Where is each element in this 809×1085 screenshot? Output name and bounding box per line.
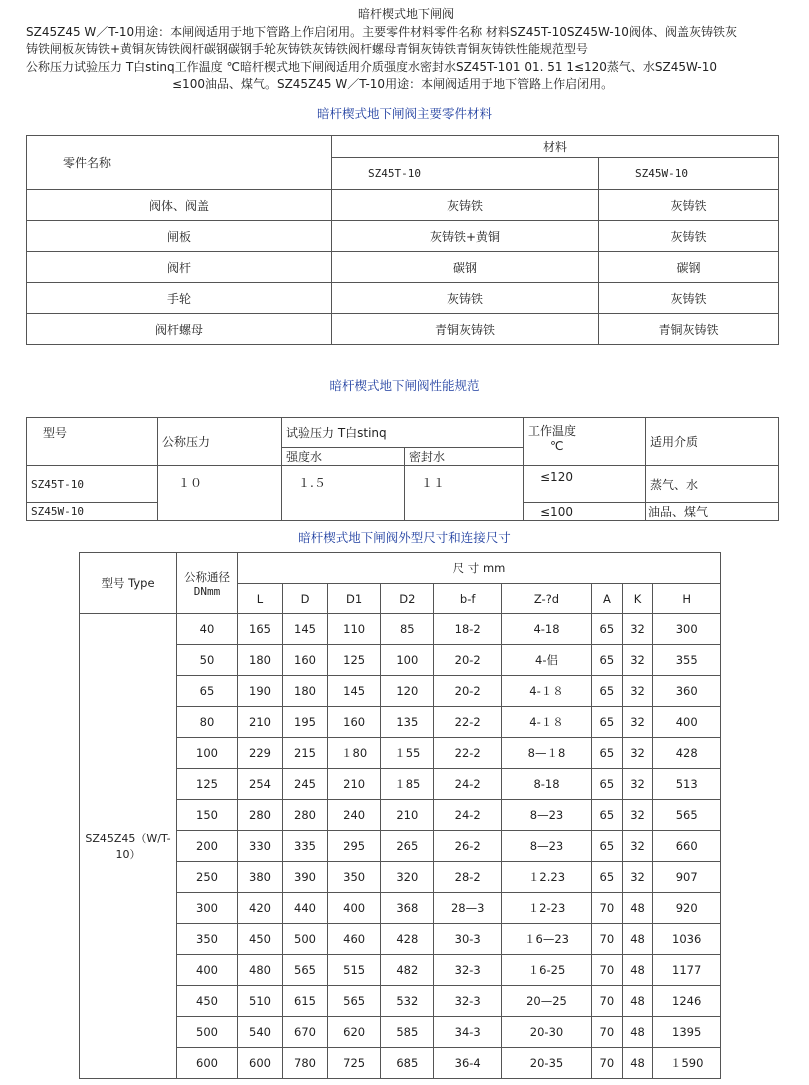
dim-cell: 125 [328, 645, 381, 676]
table-row [80, 707, 721, 738]
table-row [27, 190, 779, 221]
part-name-cell: 手轮 [27, 283, 332, 314]
dim-cell: 65 [592, 769, 623, 800]
col-seal-water: 密封水 [405, 448, 524, 466]
part-name-cell: 闸板 [27, 221, 332, 252]
dim-cell: 70 [592, 955, 623, 986]
col-dim-0: L [238, 584, 283, 614]
dim-cell: 32 [622, 769, 653, 800]
dim-cell: 920 [653, 893, 721, 924]
part-name-cell: 阀杆 [27, 252, 332, 283]
dim-cell: 1395 [653, 1017, 721, 1048]
spec-strength-water: １.５ [282, 466, 405, 521]
dim-cell: 65 [592, 614, 623, 645]
dn-cell: 100 [177, 738, 238, 769]
dn-cell: 600 [177, 1048, 238, 1079]
col-dim-6: A [592, 584, 623, 614]
dim-cell: 20-35 [501, 1048, 591, 1079]
table-row [80, 831, 721, 862]
dim-cell: 8—23 [501, 831, 591, 862]
dim-cell: 34-3 [434, 1017, 502, 1048]
table-row [80, 1017, 721, 1048]
dim-cell: 515 [328, 955, 381, 986]
page-title: 暗杆楔式地下闸阀 [357, 7, 454, 21]
dn-cell: 125 [177, 769, 238, 800]
dim-cell: 120 [381, 676, 434, 707]
dim-cell: 70 [592, 924, 623, 955]
material-t-cell: 灰铸铁+黄铜 [332, 221, 599, 252]
dim-cell: 280 [238, 800, 283, 831]
material-t-cell: 青铜灰铸铁 [332, 314, 599, 345]
dn-cell: 40 [177, 614, 238, 645]
dim-cell: 28—3 [434, 893, 502, 924]
table-row [80, 862, 721, 893]
dim-cell: 70 [592, 1048, 623, 1079]
col-nominal-diameter-unit: DNmm [193, 584, 221, 598]
material-w-cell: 碳钢 [599, 252, 779, 283]
dim-cell: 65 [592, 676, 623, 707]
dim-cell: 32 [622, 738, 653, 769]
dim-cell: 355 [653, 645, 721, 676]
dim-cell: 350 [328, 862, 381, 893]
dim-cell: 540 [238, 1017, 283, 1048]
dim-cell: 4-侣 [501, 645, 591, 676]
col-sz45t: SZ45T-10 [332, 158, 599, 190]
spec-medium-w: 油品、煤气 [646, 503, 779, 521]
material-w-cell: 灰铸铁 [599, 190, 779, 221]
table-row [80, 676, 721, 707]
table-row [80, 955, 721, 986]
table-row [80, 645, 721, 676]
dim-cell: 8—23 [501, 800, 591, 831]
dim-cell: 245 [283, 769, 328, 800]
dim-cell: 513 [653, 769, 721, 800]
dim-cell: 135 [381, 707, 434, 738]
dim-cell: 70 [592, 1017, 623, 1048]
dn-cell: 250 [177, 862, 238, 893]
dim-cell: 65 [592, 707, 623, 738]
col-dim-3: D2 [381, 584, 434, 614]
spec-temp-t: ≤120 [524, 466, 646, 503]
dim-cell: 32 [622, 707, 653, 738]
dim-cell: 70 [592, 893, 623, 924]
dim-cell: 22-2 [434, 707, 502, 738]
spec-table [26, 417, 779, 521]
spec-heading: 暗杆楔式地下闸阀性能规范 [329, 378, 480, 393]
intro-line-1: SZ45Z45 W／T-10用途：本闸阀适用于地下管路上作启闭用。主要零件材料零件名称 材料SZ45T-10SZ45W-10阀体、阀盖灰铸铁灰 [26, 24, 737, 39]
dim-cell: 254 [238, 769, 283, 800]
col-working-temp [524, 418, 646, 466]
dim-cell: １2.23 [501, 862, 591, 893]
dim-cell: １590 [653, 1048, 721, 1079]
spec-nominal-pressure: １０ [158, 466, 282, 521]
dim-cell: 195 [283, 707, 328, 738]
col-dim-1: D [283, 584, 328, 614]
dim-cell: 907 [653, 862, 721, 893]
dim-cell: 32 [622, 645, 653, 676]
dim-cell: 4-１８ [501, 707, 591, 738]
dim-cell: 532 [381, 986, 434, 1017]
dim-cell: 4-１８ [501, 676, 591, 707]
dim-cell: 229 [238, 738, 283, 769]
dn-cell: 350 [177, 924, 238, 955]
dim-cell: 565 [328, 986, 381, 1017]
material-t-cell: 灰铸铁 [332, 190, 599, 221]
dim-cell: 500 [283, 924, 328, 955]
dim-cell: 32-3 [434, 986, 502, 1017]
dim-cell: 24-2 [434, 800, 502, 831]
dim-cell: 780 [283, 1048, 328, 1079]
col-nominal-diameter [177, 553, 238, 614]
dim-cell: 65 [592, 800, 623, 831]
dn-cell: 80 [177, 707, 238, 738]
material-w-cell: 灰铸铁 [599, 221, 779, 252]
dim-cell: 48 [622, 986, 653, 1017]
dim-cell: 48 [622, 955, 653, 986]
dim-cell: 280 [283, 800, 328, 831]
dim-cell: 65 [592, 862, 623, 893]
dim-cell: 565 [283, 955, 328, 986]
dim-cell: １85 [381, 769, 434, 800]
table-row [27, 221, 779, 252]
dim-cell: 165 [238, 614, 283, 645]
dim-cell: 20-2 [434, 676, 502, 707]
dim-cell: 28-2 [434, 862, 502, 893]
intro-line-4: ≤100油品、煤气。SZ45Z45 W／T-10用途：本闸阀适用于地下管路上作启闭用。 [172, 77, 614, 91]
dim-cell: 400 [653, 707, 721, 738]
dim-cell: 160 [328, 707, 381, 738]
dim-cell: 460 [328, 924, 381, 955]
dim-cell: 48 [622, 1048, 653, 1079]
dim-cell: 24-2 [434, 769, 502, 800]
dim-cell: 585 [381, 1017, 434, 1048]
dim-cell: 1036 [653, 924, 721, 955]
dim-cell: 4-18 [501, 614, 591, 645]
dim-cell: 145 [328, 676, 381, 707]
dim-cell: 428 [653, 738, 721, 769]
dim-cell: 210 [238, 707, 283, 738]
col-working-temp-label: 工作温度 [528, 424, 577, 438]
dim-cell: 660 [653, 831, 721, 862]
col-nominal-diameter-label: 公称通径 [184, 569, 230, 584]
dim-cell: 210 [328, 769, 381, 800]
table-row [80, 738, 721, 769]
model-cell [80, 614, 177, 1079]
material-t-cell: 灰铸铁 [332, 283, 599, 314]
col-model-type: 型号 Type [80, 553, 177, 614]
dim-cell: １6-25 [501, 955, 591, 986]
table-row [80, 924, 721, 955]
dim-cell: 20-2 [434, 645, 502, 676]
dim-cell: 450 [238, 924, 283, 955]
dim-cell: 32 [622, 862, 653, 893]
col-dim-5: Z-?d [501, 584, 591, 614]
dim-cell: 265 [381, 831, 434, 862]
table-row [80, 769, 721, 800]
dim-cell: １2-23 [501, 893, 591, 924]
dim-cell: 18-2 [434, 614, 502, 645]
dim-cell: 20-30 [501, 1017, 591, 1048]
dim-cell: 380 [238, 862, 283, 893]
dn-cell: 500 [177, 1017, 238, 1048]
spec-model-t: SZ45T-10 [27, 466, 158, 503]
dim-cell: 565 [653, 800, 721, 831]
dim-cell: 145 [283, 614, 328, 645]
dim-cell: 480 [238, 955, 283, 986]
parts-body [27, 190, 779, 345]
dim-cell: 1177 [653, 955, 721, 986]
table-row [27, 252, 779, 283]
dim-cell: 390 [283, 862, 328, 893]
dim-cell: 300 [653, 614, 721, 645]
dim-cell: 30-3 [434, 924, 502, 955]
dim-cell: 368 [381, 893, 434, 924]
dim-cell: 48 [622, 1017, 653, 1048]
col-sz45w: SZ45W-10 [599, 158, 779, 190]
dim-cell: 620 [328, 1017, 381, 1048]
dim-cell: 100 [381, 645, 434, 676]
dim-cell: １55 [381, 738, 434, 769]
dim-cell: 22-2 [434, 738, 502, 769]
col-working-temp-unit: ℃ [550, 439, 564, 453]
model-cell-line-1: SZ45Z45（W/T- [85, 832, 171, 845]
col-strength-water: 强度水 [282, 448, 405, 466]
table-row [80, 800, 721, 831]
dim-cell: 670 [283, 1017, 328, 1048]
dim-cell: 320 [381, 862, 434, 893]
col-dimensions: 尺 寸 mm [238, 553, 721, 584]
dn-cell: 450 [177, 986, 238, 1017]
dim-cell: 240 [328, 800, 381, 831]
col-dim-7: K [622, 584, 653, 614]
dn-cell: 400 [177, 955, 238, 986]
table-row [27, 283, 779, 314]
dim-cell: 400 [328, 893, 381, 924]
col-medium: 适用介质 [646, 418, 779, 466]
parts-table [26, 135, 779, 345]
dim-cell: 180 [238, 645, 283, 676]
material-w-cell: 青铜灰铸铁 [599, 314, 779, 345]
dim-cell: 482 [381, 955, 434, 986]
spec-medium-t: 蒸气、水 [646, 466, 779, 503]
col-dim-8: H [653, 584, 721, 614]
table-row [80, 893, 721, 924]
dim-cell: 685 [381, 1048, 434, 1079]
dim-cell: 210 [381, 800, 434, 831]
dim-cell: 335 [283, 831, 328, 862]
dim-cell: 36-4 [434, 1048, 502, 1079]
dim-cell: 428 [381, 924, 434, 955]
dim-cell: 20—25 [501, 986, 591, 1017]
dn-cell: 200 [177, 831, 238, 862]
dn-cell: 300 [177, 893, 238, 924]
spec-seal-water: １１ [405, 466, 524, 521]
dim-cell: 65 [592, 645, 623, 676]
dim-cell: 190 [238, 676, 283, 707]
dim-cell: 65 [592, 738, 623, 769]
dim-cell: 295 [328, 831, 381, 862]
dn-cell: 150 [177, 800, 238, 831]
dim-cell: 510 [238, 986, 283, 1017]
dim-cell: 360 [653, 676, 721, 707]
dim-cell: 330 [238, 831, 283, 862]
dims-table [79, 552, 721, 1079]
material-t-cell: 碳钢 [332, 252, 599, 283]
spec-temp-w: ≤100 [524, 503, 646, 521]
dim-cell: 440 [283, 893, 328, 924]
col-test-pressure: 试验压力 T白stinq [282, 418, 524, 448]
dims-body [80, 614, 721, 1079]
col-model: 型号 [27, 418, 158, 466]
table-row [80, 986, 721, 1017]
material-w-cell: 灰铸铁 [599, 283, 779, 314]
dim-cell: 615 [283, 986, 328, 1017]
dim-cell: 26-2 [434, 831, 502, 862]
dim-cell: 1246 [653, 986, 721, 1017]
table-row [80, 614, 721, 645]
dim-cell: 160 [283, 645, 328, 676]
dim-cell: 725 [328, 1048, 381, 1079]
table-row [80, 1048, 721, 1079]
dim-cell: １80 [328, 738, 381, 769]
spec-model-w: SZ45W-10 [27, 503, 158, 521]
dim-cell: 32 [622, 614, 653, 645]
dim-cell: 110 [328, 614, 381, 645]
col-part-name: 零件名称 [27, 136, 332, 190]
dim-cell: 8—１8 [501, 738, 591, 769]
dim-cell: 70 [592, 986, 623, 1017]
dim-cell: 48 [622, 893, 653, 924]
col-material: 材料 [332, 136, 779, 158]
dim-cell: 215 [283, 738, 328, 769]
dim-cell: 32 [622, 676, 653, 707]
parts-heading: 暗杆楔式地下闸阀主要零件材料 [316, 106, 492, 121]
dim-cell: 48 [622, 924, 653, 955]
dim-cell: 32-3 [434, 955, 502, 986]
dim-cell: 32 [622, 800, 653, 831]
dim-cell: １6—23 [501, 924, 591, 955]
part-name-cell: 阀体、阀盖 [27, 190, 332, 221]
intro-line-2: 铸铁闸板灰铸铁+黄铜灰铸铁阀杆碳钢碳钢手轮灰铸铁灰铸铁阀杆螺母青铜灰铸铁青铜灰铸铁性能规范型号 [26, 42, 589, 56]
dim-cell: 65 [592, 831, 623, 862]
dim-cell: 600 [238, 1048, 283, 1079]
dim-cell: 85 [381, 614, 434, 645]
dn-cell: 50 [177, 645, 238, 676]
dn-cell: 65 [177, 676, 238, 707]
dim-cell: 420 [238, 893, 283, 924]
col-dim-2: D1 [328, 584, 381, 614]
model-cell-line-2: 10） [115, 848, 141, 861]
col-dim-4: b-f [434, 584, 502, 614]
dim-cell: 8-18 [501, 769, 591, 800]
col-nominal-pressure: 公称压力 [158, 418, 282, 466]
dim-cell: 180 [283, 676, 328, 707]
intro-block [26, 6, 786, 94]
dim-cell: 32 [622, 831, 653, 862]
table-row [27, 314, 779, 345]
intro-line-3: 公称压力试验压力 T白stinq工作温度 ℃暗杆楔式地下闸阀适用介质强度水密封水SZ45T-101 01. 51 1≤120蒸气、水SZ45W-10 [26, 59, 717, 74]
part-name-cell: 阀杆螺母 [27, 314, 332, 345]
dims-heading: 暗杆楔式地下闸阀外型尺寸和连接尺寸 [298, 530, 511, 545]
